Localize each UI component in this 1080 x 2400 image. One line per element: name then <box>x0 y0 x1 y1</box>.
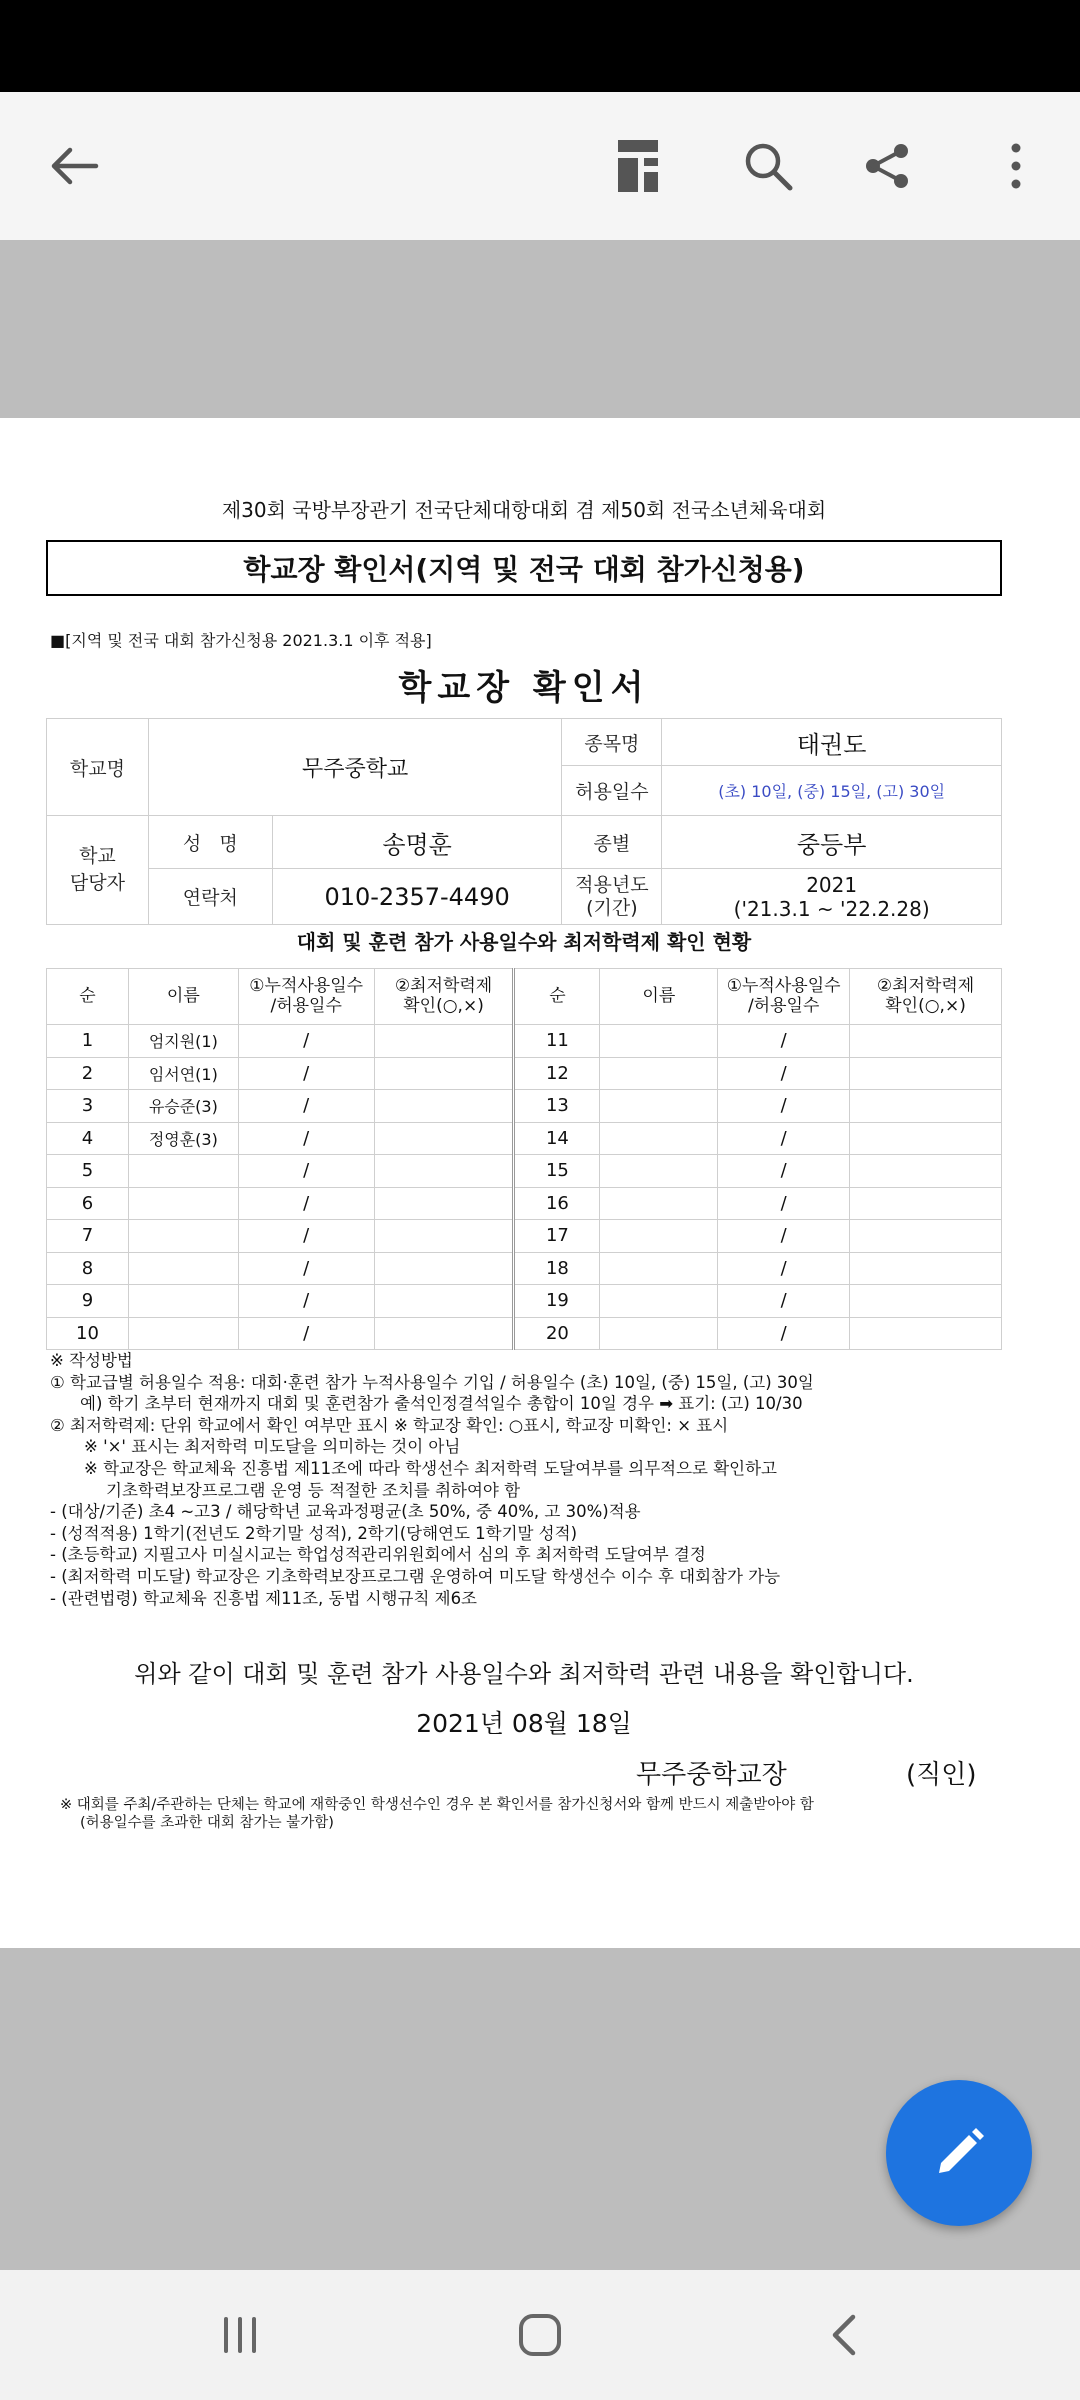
cell-days: / <box>238 1252 374 1285</box>
cell-no: 3 <box>47 1090 129 1123</box>
cell-days: / <box>238 1155 374 1188</box>
cell-name <box>600 1220 718 1253</box>
cell-name <box>128 1155 238 1188</box>
cell-days: / <box>718 1252 850 1285</box>
cell-check <box>374 1155 514 1188</box>
more-vert-icon[interactable] <box>968 92 1064 240</box>
cell-check <box>850 1122 1002 1155</box>
cell-no: 9 <box>47 1285 129 1318</box>
sport-label: 종목명 <box>562 719 662 766</box>
cell-days: / <box>718 1090 850 1123</box>
col-header-name-2: 이름 <box>600 969 718 1025</box>
cell-check <box>374 1025 514 1058</box>
cell-name <box>600 1187 718 1220</box>
note-2: ② 최저학력제: 단위 학교에서 확인 여부만 표시 ※ 학교장 확인: ○표시, 학교장 미확인: × 표시 <box>50 1415 729 1435</box>
app-bar <box>0 92 1080 240</box>
school-value: 무주중학교 <box>148 719 562 816</box>
cell-check <box>850 1090 1002 1123</box>
cell-days: / <box>718 1122 850 1155</box>
cell-name <box>128 1252 238 1285</box>
cell-days: / <box>718 1057 850 1090</box>
cell-no: 2 <box>47 1057 129 1090</box>
search-icon[interactable] <box>720 92 816 240</box>
cell-name <box>128 1187 238 1220</box>
cell-days: / <box>238 1187 374 1220</box>
cell-name <box>128 1317 238 1350</box>
contact-value: 010-2357-4490 <box>272 869 562 925</box>
cell-name <box>600 1155 718 1188</box>
cell-no: 19 <box>514 1285 600 1318</box>
cell-no: 7 <box>47 1220 129 1253</box>
note-elementary: - (초등학교) 지필고사 미실시교는 학업성적관리위원회에서 심의 후 최저학력 도달여부 결정 <box>50 1545 706 1565</box>
days-label: 허용일수 <box>562 766 662 816</box>
document-heading-text: 학교장 확인서(지역 및 전국 대회 참가신청용) <box>243 553 805 586</box>
cell-name: 정영훈(3) <box>128 1122 238 1155</box>
table-row <box>47 1122 1002 1155</box>
confirmation-text: 위와 같이 대회 및 훈련 참가 사용일수와 최저학력 관련 내용을 확인합니다. <box>134 1660 914 1688</box>
cell-days: / <box>238 1025 374 1058</box>
document-heading <box>46 540 1002 596</box>
cell-name <box>600 1057 718 1090</box>
info-table <box>46 718 1002 925</box>
cell-days: / <box>718 1285 850 1318</box>
table-row <box>47 1155 1002 1188</box>
table-row <box>47 1317 1002 1350</box>
category-value: 중등부 <box>662 816 1002 869</box>
cell-days: / <box>238 1220 374 1253</box>
section-title: 대회 및 훈련 참가 사용일수와 최저학력제 확인 현황 <box>296 930 752 954</box>
back-arrow-icon[interactable] <box>26 92 122 240</box>
event-title: 제30회 국방부장관기 전국단체대항대회 겸 제50회 전국소년체육대회 <box>221 498 827 522</box>
note-2-sub-3: 기초학력보장프로그램 운영 등 적절한 조치를 취하여야 함 <box>106 1480 521 1500</box>
note-law: - (관련법령) 학교체육 진흥법 제11조, 동법 시행규칙 제6조 <box>50 1588 477 1608</box>
cell-days: / <box>718 1155 850 1188</box>
table-row <box>47 1285 1002 1318</box>
category-label: 종별 <box>562 816 662 869</box>
document-background <box>0 240 1080 418</box>
cell-no: 20 <box>514 1317 600 1350</box>
cell-check <box>374 1122 514 1155</box>
cell-check <box>374 1220 514 1253</box>
cell-days: / <box>718 1025 850 1058</box>
note-2-sub-1: ※ '×' 표시는 최저학력 미도달을 의미하는 것이 아님 <box>84 1437 461 1457</box>
cell-no: 17 <box>514 1220 600 1253</box>
col-header-check-2: ②최저학력제 확인(○,×) <box>850 969 1002 1025</box>
cell-check <box>850 1285 1002 1318</box>
footnote <box>60 1796 1000 1832</box>
pencil-icon <box>929 2123 989 2183</box>
cell-check <box>374 1090 514 1123</box>
cell-check <box>374 1317 514 1350</box>
cell-check <box>850 1317 1002 1350</box>
home-icon[interactable] <box>480 2270 600 2400</box>
note-1-example: 예) 학기 초부터 현재까지 대회 및 훈련참가 출석인정결석일수 총합이 10일 경우 ➡ 표기: (고) 10/30 <box>80 1394 803 1414</box>
year-label: 적용년도 (기간) <box>562 869 662 925</box>
apply-note: ■[지역 및 전국 대회 참가신청용 2021.3.1 이후 적용] <box>50 631 432 650</box>
cell-days: / <box>238 1317 374 1350</box>
footnote-line-2: (허용일수를 초과한 대회 참가는 불가함) <box>80 1815 334 1831</box>
col-header-name: 이름 <box>128 969 238 1025</box>
cell-check <box>374 1057 514 1090</box>
cell-days: / <box>718 1220 850 1253</box>
cell-days: / <box>238 1285 374 1318</box>
name-value: 송명훈 <box>272 816 562 869</box>
cell-no: 16 <box>514 1187 600 1220</box>
share-icon[interactable] <box>840 92 936 240</box>
back-icon[interactable] <box>784 2270 904 2400</box>
cell-days: / <box>238 1057 374 1090</box>
cell-no: 13 <box>514 1090 600 1123</box>
days-value: (초) 10일, (중) 15일, (고) 30일 <box>662 766 1002 816</box>
table-row <box>47 1220 1002 1253</box>
note-target: - (대상/기준) 초4 ~고3 / 해당학년 교육과정평균(초 50%, 중 40%, 고 30%)적용 <box>50 1502 641 1522</box>
col-header-check: ②최저학력제 확인(○,×) <box>374 969 514 1025</box>
manager-label: 학교 담당자 <box>47 816 149 925</box>
cell-no: 4 <box>47 1122 129 1155</box>
edit-fab-button[interactable] <box>886 2080 1032 2226</box>
table-row <box>47 1252 1002 1285</box>
cell-name: 엄지원(1) <box>128 1025 238 1058</box>
cell-name <box>128 1220 238 1253</box>
contact-label: 연락처 <box>148 869 272 925</box>
table-row <box>47 1025 1002 1058</box>
col-header-days: ①누적사용일수 /허용일수 <box>238 969 374 1025</box>
col-header-no-2: 순 <box>514 969 600 1025</box>
cell-no: 12 <box>514 1057 600 1090</box>
cell-no: 18 <box>514 1252 600 1285</box>
cell-check <box>374 1285 514 1318</box>
cell-name: 유승준(3) <box>128 1090 238 1123</box>
table-row <box>47 1090 1002 1123</box>
cell-no: 1 <box>47 1025 129 1058</box>
cell-name <box>600 1122 718 1155</box>
note-grades: - (성적적용) 1학기(전년도 2학기말 성적), 2학기(당해연도 1학기말 성적) <box>50 1523 578 1543</box>
cell-check <box>850 1252 1002 1285</box>
footnote-line-1: ※ 대회를 주최/주관하는 단체는 학교에 재학중인 학생선수인 경우 본 확인서를 참가신청서와 함께 반드시 제출받아야 함 <box>60 1797 814 1813</box>
cell-days: / <box>718 1317 850 1350</box>
cell-no: 5 <box>47 1155 129 1188</box>
issue-date: 2021년 08월 18일 <box>416 1709 632 1738</box>
cell-no: 15 <box>514 1155 600 1188</box>
system-nav-bar <box>0 2270 1080 2400</box>
note-unmet: - (최저학력 미도달) 학교장은 기초학력보장프로그램 운영하여 미도달 학생선수 이수 후 대회참가 가능 <box>50 1566 781 1586</box>
table-row <box>47 1187 1002 1220</box>
cell-days: / <box>238 1090 374 1123</box>
cell-check <box>850 1155 1002 1188</box>
year-value: 2021 <box>806 872 858 897</box>
cell-no: 10 <box>47 1317 129 1350</box>
cell-check <box>850 1220 1002 1253</box>
cell-no: 8 <box>47 1252 129 1285</box>
col-header-no: 순 <box>47 969 129 1025</box>
cell-check <box>374 1252 514 1285</box>
cell-check <box>850 1187 1002 1220</box>
page-layout-icon[interactable] <box>590 92 686 240</box>
cell-check <box>850 1057 1002 1090</box>
year-cell <box>662 869 1002 925</box>
cell-no: 11 <box>514 1025 600 1058</box>
col-header-days-2: ①누적사용일수 /허용일수 <box>718 969 850 1025</box>
cell-name <box>600 1252 718 1285</box>
athlete-table <box>46 968 1002 1350</box>
cell-name <box>600 1025 718 1058</box>
sport-value: 태권도 <box>662 719 1002 766</box>
cell-no: 6 <box>47 1187 129 1220</box>
cell-check <box>374 1187 514 1220</box>
cell-name <box>600 1317 718 1350</box>
cell-name <box>128 1285 238 1318</box>
official-seal: (직인) <box>906 1760 977 1790</box>
notes-heading: ※ 작성방법 <box>50 1351 133 1370</box>
status-bar <box>0 0 1080 92</box>
certificate-title: 학교장 확인서 <box>398 668 650 708</box>
cell-days: / <box>238 1122 374 1155</box>
cell-check <box>850 1025 1002 1058</box>
cell-no: 14 <box>514 1122 600 1155</box>
cell-name <box>600 1285 718 1318</box>
recent-apps-icon[interactable] <box>180 2270 300 2400</box>
cell-name <box>600 1090 718 1123</box>
table-row <box>47 1057 1002 1090</box>
cell-days: / <box>718 1187 850 1220</box>
note-2-sub-2: ※ 학교장은 학교체육 진흥법 제11조에 따라 학생선수 최저학력 도달여부를 의무적으로 확인하고 <box>84 1458 777 1478</box>
writing-notes <box>50 1350 1006 1609</box>
cell-name: 임서연(1) <box>128 1057 238 1090</box>
name-label: 성 명 <box>148 816 272 869</box>
school-label: 학교명 <box>47 719 149 816</box>
document-page[interactable] <box>0 418 1080 1948</box>
period-value: ('21.3.1 ~ '22.2.28) <box>733 896 930 921</box>
signer: 무주중학교장 <box>636 1760 787 1790</box>
note-1: ① 학교급별 허용일수 적용: 대회·훈련 참가 누적사용일수 기입 / 허용일수 (초) 10일, (중) 15일, (고) 30일 <box>50 1372 814 1392</box>
